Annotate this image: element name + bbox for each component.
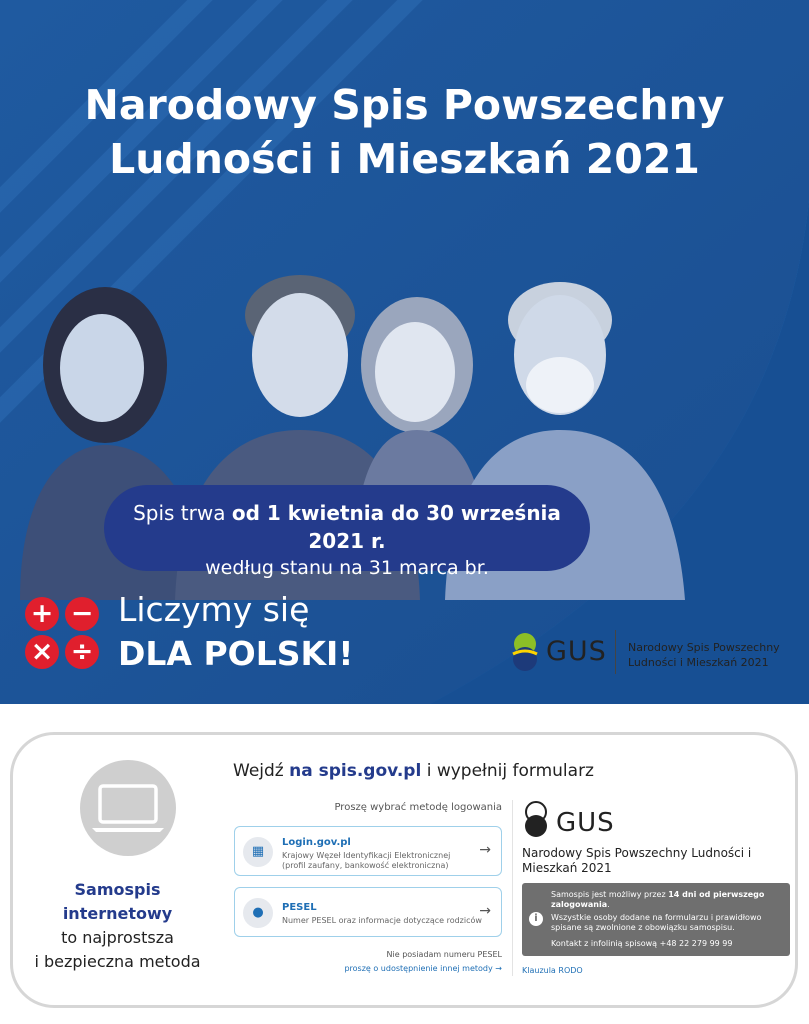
no-pesel-text: Nie posiadam numeru PESEL xyxy=(386,950,502,959)
arrow-right-icon: → xyxy=(495,964,502,973)
login-gov-desc2: (profil zaufany, bankowość elektroniczna) xyxy=(282,861,449,870)
card-title-prefix: Wejdź xyxy=(233,761,290,781)
info-hotline: Kontakt z infolinią spisową +48 22 279 99 99 xyxy=(551,939,733,948)
info-duration-b: 14 dni od pierwszego zalogowania xyxy=(551,890,765,909)
banner-reference-date: według stanu na 31 marca br. xyxy=(205,557,489,579)
login-gov-title: Login.gov.pl xyxy=(282,837,351,848)
self-census-info-box xyxy=(522,883,790,956)
info-duration-a: Samospis jest możliwy przez xyxy=(551,890,669,899)
divide-icon: ÷ xyxy=(65,635,99,669)
self-census-description xyxy=(25,878,210,974)
laptop-icon xyxy=(80,760,176,856)
logo-divider xyxy=(615,630,616,674)
building-icon: ▦ xyxy=(243,837,273,867)
info-duration xyxy=(551,890,783,910)
logo-subtitle-line2: Ludności i Mieszkań 2021 xyxy=(628,656,769,669)
info-duration-c: . xyxy=(607,900,610,909)
person-icon: ● xyxy=(243,898,273,928)
banner-dates: od 1 kwietnia do 30 września 2021 r. xyxy=(231,501,561,553)
info-icon: i xyxy=(529,912,543,926)
info-exemption: Wszystkie osoby dodane na formularzu i prawidłowo spisane są zwolnione z obowiązku samospisu. xyxy=(551,913,762,932)
gus-panel-subtitle-line2: Mieszkań 2021 xyxy=(522,861,612,875)
spis-gov-link[interactable]: na spis.gov.pl xyxy=(289,761,422,781)
math-symbols xyxy=(25,597,101,669)
login-method-heading: Proszę wybrać metodę logowania xyxy=(334,802,502,813)
poster-title-line1: Narodowy Spis Powszechny xyxy=(84,81,725,129)
request-other-method-link[interactable] xyxy=(344,964,502,973)
laptop-illustration xyxy=(80,760,176,856)
gus-wordmark-panel: GUS xyxy=(556,808,615,838)
poster-title-line2: Ludności i Mieszkań 2021 xyxy=(109,135,700,183)
poster-title xyxy=(0,78,809,186)
pesel-desc: Numer PESEL oraz informacje dotyczące rodziców xyxy=(282,916,482,925)
login-gov-desc1: Krajowy Węzeł Identyfikacji Elektronicznej xyxy=(282,851,451,860)
slogan-line2: DLA POLSKI! xyxy=(118,634,354,673)
arrow-right-icon: → xyxy=(479,842,491,858)
slogan-line1: Liczymy się xyxy=(118,590,310,629)
login-gov-option[interactable] xyxy=(234,826,502,876)
census-dates-banner xyxy=(104,485,590,579)
logo-subtitle xyxy=(628,640,780,670)
request-other-label: proszę o udostępnienie innej metody xyxy=(344,964,493,973)
card-title-suffix: i wypełnij formularz xyxy=(421,761,594,781)
banner-prefix: Spis trwa xyxy=(133,501,232,525)
arrow-right-icon: → xyxy=(479,903,491,919)
self-census-heading: Samospis internetowy xyxy=(62,880,173,923)
gus-mark-outline-icon xyxy=(522,800,550,840)
logo-subtitle-line1: Narodowy Spis Powszechny xyxy=(628,641,780,654)
gus-logo xyxy=(510,630,790,678)
gus-wordmark: GUS xyxy=(546,636,607,667)
self-census-line3: i bezpieczna metoda xyxy=(34,952,201,971)
card-title xyxy=(233,760,594,782)
multiply-icon: × xyxy=(25,635,59,669)
pesel-title: PESEL xyxy=(282,902,317,913)
pesel-option[interactable] xyxy=(234,887,502,937)
rodo-clause-link[interactable]: Klauzula RODO xyxy=(522,966,583,975)
self-census-line2: to najprostsza xyxy=(61,928,174,947)
gus-mark-icon xyxy=(510,632,540,672)
login-method-panel xyxy=(234,800,506,980)
panel-divider xyxy=(512,800,513,976)
gus-panel-subtitle xyxy=(522,846,772,876)
gus-panel-subtitle-line1: Narodowy Spis Powszechny Ludności i xyxy=(522,846,752,860)
minus-icon: − xyxy=(65,597,99,631)
plus-icon: + xyxy=(25,597,59,631)
